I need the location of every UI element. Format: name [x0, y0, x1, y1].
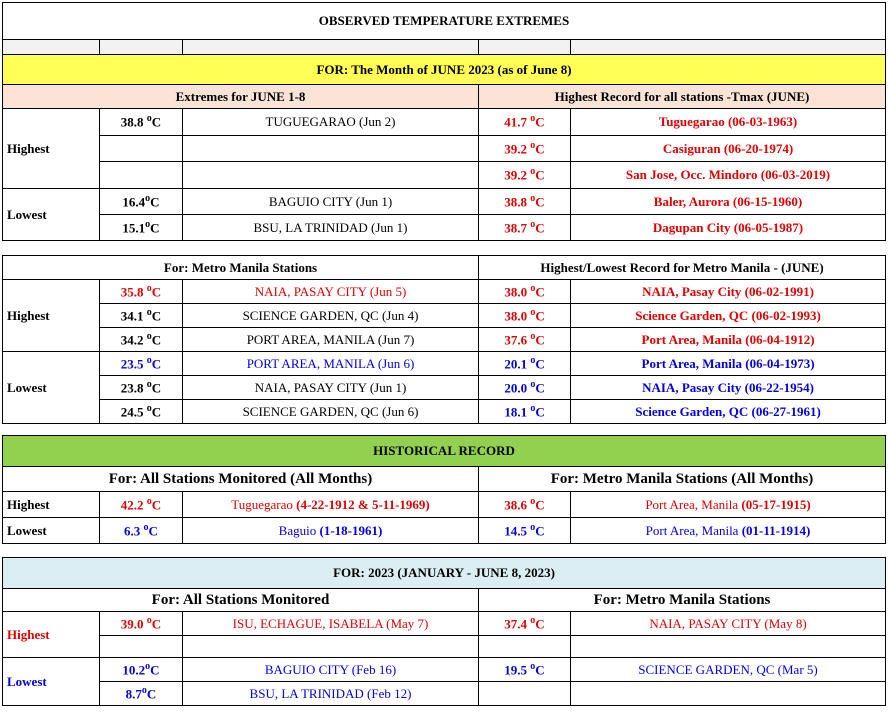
lowest-label: Lowest [3, 658, 100, 706]
historical-record-table [2, 435, 886, 544]
all-stations-header: For: All Stations Monitored (All Months) [3, 467, 479, 492]
record-station: Science Garden, QC (06-02-1993) [571, 304, 886, 328]
temp-value: 39.0 $^o$C [100, 612, 183, 636]
highest-label: Highest [3, 612, 100, 658]
record-station: Port Area, Manila (01-11-1914) [571, 518, 886, 544]
record-value: 41.7 $^o$C [479, 109, 571, 136]
record-value: 18.1 $^o$C [479, 400, 571, 424]
temp-value: 15.1$^o$C [100, 215, 183, 241]
station-name: BAGUIO CITY (Feb 16) [183, 658, 479, 682]
temp-value: 42.2 $^o$C [100, 492, 183, 518]
all-stations-header: For: All Stations Monitored [3, 589, 479, 612]
record-station: Dagupan City (06-05-1987) [571, 215, 886, 241]
year-2023-header: FOR: 2023 (JANUARY - JUNE 8, 2023) [3, 558, 886, 589]
record-value: 19.5 $^o$C [479, 658, 571, 682]
temp-value: 24.5 $^o$C [100, 400, 183, 424]
record-value: 39.2 $^o$C [479, 136, 571, 162]
temp-value: 34.2 $^o$C [100, 328, 183, 352]
station-name: PORT AREA, MANILA (Jun 6) [183, 352, 479, 376]
station-name: ISU, ECHAGUE, ISABELA (May 7) [183, 612, 479, 636]
historical-record-header: HISTORICAL RECORD [3, 436, 886, 467]
june-extremes-header: Extremes for JUNE 1-8 [3, 85, 479, 109]
record-value: 38.6 $^o$C [479, 492, 571, 518]
record-value: 38.7 $^o$C [479, 215, 571, 241]
temp-value: 38.8 $^o$C [100, 109, 183, 136]
month-header: FOR: The Month of JUNE 2023 (as of June 8) [3, 55, 886, 85]
record-station: Port Area, Manila (06-04-1973) [571, 352, 886, 376]
record-value: 20.0 $^o$C [479, 376, 571, 400]
record-value: 20.1 $^o$C [479, 352, 571, 376]
station-name: BAGUIO CITY (Jun 1) [183, 189, 479, 215]
temp-value: 23.8 $^o$C [100, 376, 183, 400]
record-value: 38.8 $^o$C [479, 189, 571, 215]
metro-stations-header: For: Metro Manila Stations (All Months) [479, 467, 886, 492]
station-name: NAIA, PASAY CITY (Jun 1) [183, 376, 479, 400]
record-station: NAIA, Pasay City (06-22-1954) [571, 376, 886, 400]
record-value: 37.4 $^o$C [479, 612, 571, 636]
record-station: SCIENCE GARDEN, QC (Mar 5) [571, 658, 886, 682]
station-name: Baguio (1-18-1961) [183, 518, 479, 544]
record-value: 39.2 $^o$C [479, 162, 571, 189]
station-name: BSU, LA TRINIDAD (Feb 12) [183, 682, 479, 706]
lowest-label: Lowest [3, 352, 100, 424]
metro-stations-header: For: Metro Manila Stations [479, 589, 886, 612]
station-name: Tuguegarao (4-22-1912 & 5-11-1969) [183, 492, 479, 518]
highest-label: Highest [3, 492, 100, 518]
metro-manila-table [2, 255, 886, 424]
temp-value: 34.1 $^o$C [100, 304, 183, 328]
record-value: 37.6 $^o$C [479, 328, 571, 352]
record-station: San Jose, Occ. Mindoro (06-03-2019) [571, 162, 886, 189]
station-name: NAIA, PASAY CITY (Jun 5) [183, 280, 479, 304]
record-station: Baler, Aurora (06-15-1960) [571, 189, 886, 215]
station-name: SCIENCE GARDEN, QC (Jun 6) [183, 400, 479, 424]
temp-value: 6.3 $^o$C [100, 518, 183, 544]
temp-value: 8.7$^o$C [100, 682, 183, 706]
lowest-label: Lowest [3, 518, 100, 544]
june-extremes-table [2, 2, 886, 241]
record-station: NAIA, PASAY CITY (May 8) [571, 612, 886, 636]
temp-value: 16.4$^o$C [100, 189, 183, 215]
record-station: Tuguegarao (06-03-1963) [571, 109, 886, 136]
temp-value: 23.5 $^o$C [100, 352, 183, 376]
record-station: NAIA, Pasay City (06-02-1991) [571, 280, 886, 304]
highest-label: Highest [3, 280, 100, 352]
record-station: Port Area, Manila (06-04-1912) [571, 328, 886, 352]
lowest-label: Lowest [3, 189, 100, 241]
temp-value: 35.8 $^o$C [100, 280, 183, 304]
metro-manila-header: For: Metro Manila Stations [3, 256, 479, 280]
station-name: PORT AREA, MANILA (Jun 7) [183, 328, 479, 352]
record-station: Science Garden, QC (06-27-1961) [571, 400, 886, 424]
record-value: 14.5 $^o$C [479, 518, 571, 544]
record-station: Port Area, Manila (05-17-1915) [571, 492, 886, 518]
june-record-header: Highest Record for all stations -Tmax (JUNE) [479, 85, 886, 109]
year-2023-table [2, 557, 886, 706]
record-value: 38.0 $^o$C [479, 280, 571, 304]
station-name: BSU, LA TRINIDAD (Jun 1) [183, 215, 479, 241]
page-title: OBSERVED TEMPERATURE EXTREMES [3, 3, 886, 40]
station-name: TUGUEGARAO (Jun 2) [183, 109, 479, 136]
station-name: SCIENCE GARDEN, QC (Jun 4) [183, 304, 479, 328]
temp-value: 10.2$^o$C [100, 658, 183, 682]
metro-manila-record-header: Highest/Lowest Record for Metro Manila - (JUNE) [479, 256, 886, 280]
highest-label: Highest [3, 109, 100, 189]
record-value: 38.0 $^o$C [479, 304, 571, 328]
record-station: Casiguran (06-20-1974) [571, 136, 886, 162]
